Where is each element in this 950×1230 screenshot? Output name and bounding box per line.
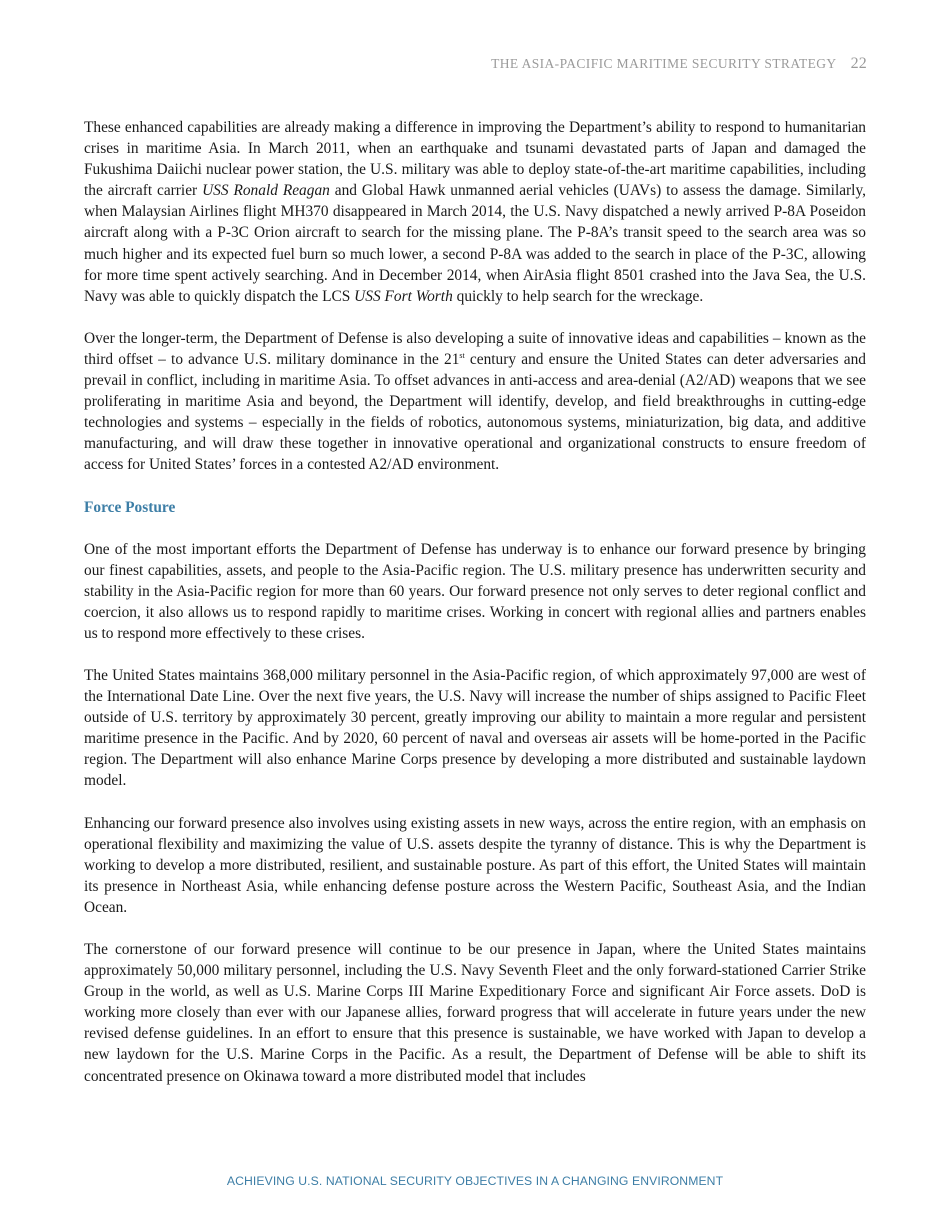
ship-name-ronald-reagan: USS Ronald Reagan: [202, 182, 330, 200]
paragraph-1-text-c: quickly to help search for the wreckage.: [452, 287, 704, 305]
ordinal-superscript: st: [459, 350, 465, 360]
running-footer: ACHIEVING U.S. NATIONAL SECURITY OBJECTIVES IN A CHANGING ENVIRONMENT: [226, 1174, 724, 1188]
paragraph-6: The cornerstone of our forward presence will continue to be our presence in Japan, where the United States maintains approximately 50,000 military personnel, including the U.S. Navy Seventh Fleet and the only forward-stationed Carrier Strike Group in the world, as well as U.S. Marine Corps III Marine Expeditionary Force and significant Air Force assets. DoD is working more closely than ever with our Japanese allies, forward progress that will accelerate in future years under the new revised defense guidelines. In an effort to ensure that this presence is sustainable, we have worked with Japan to develop a new laydown for the U.S. Marine Corps in the Pacific. As a result, the Department of Defense will be able to shift its concentrated presence on Okinawa toward a more distributed model that includes: [84, 941, 866, 1085]
header-title: THE ASIA-PACIFIC MARITIME SECURITY STRATEGY: [491, 56, 837, 71]
paragraph-4: The United States maintains 368,000 military personnel in the Asia-Pacific region, of which approximately 97,000 are west of the International Date Line. Over the next five years, the U.S. Navy will increase the number of ships assigned to Pacific Fleet outside of U.S. territory by approximately 30 percent, greatly improving our ability to maintain a more regular and persistent maritime presence in the Pacific. And by 2020, 60 percent of naval and overseas air assets will be home-ported in the Pacific region. The Department will also enhance Marine Corps presence by developing a more distributed and sustainable laydown model.: [84, 666, 866, 790]
running-header: [491, 55, 867, 73]
section-heading-force-posture: Force Posture: [84, 498, 176, 516]
paragraph-5: Enhancing our forward presence also involves using existing assets in new ways, across the entire region, with an emphasis on operational flexibility and maximizing the value of U.S. assets despite the tyranny of distance. This is why the Department is working to develop a more distributed, resilient, and sustainable posture. As part of this effort, the United States will maintain its presence in Northeast Asia, while enhancing defense posture across the Western Pacific, Southeast Asia, and the Indian Ocean.: [84, 814, 866, 916]
body-text: [84, 117, 866, 1108]
paragraph-1-text-b: and Global Hawk unmanned aerial vehicles (UAVs) to assess the damage. Similarly, when Malaysian Airlines flight MH370 disappeared in March 2014, the U.S. Navy dispatched a newly arrived P-8A Poseidon aircraft along with a P-3C Orion aircraft to search for the missing plane. The P-8A’s transit speed to the search area was so much higher and its expected fuel burn so much lower, a second P-8A was added to the search in place of the P-3C, allowing for more time spent actively searching. And in December 2014, when AirAsia flight 8501 crashed into the Java Sea, the U.S. Navy was able to quickly dispatch the LCS: [84, 182, 866, 305]
paragraph-2-text-a: Over the longer-term, the Department of Defense is also developing a suite of innovative ideas and capabilities – known as the third offset – to advance U.S. military dominance in the 21: [84, 329, 866, 368]
paragraph-2: [84, 328, 866, 476]
paragraph-2-text-b: century and ensure the United States can deter adversaries and prevail in conflict, including in maritime Asia. To offset advances in anti-access and area-denial (A2/AD) weapons that we see proliferating in maritime Asia and beyond, the Department will identify, develop, and field breakthroughs in cutting-edge technologies and systems – especially in the fields of robotics, autonomous systems, miniaturization, big data, and additive manufacturing, and will draw these together in innovative operational and organizational constructs to ensure freedom of access for United States’ forces in a contested A2/AD environment.: [84, 350, 867, 474]
ship-name-fort-worth: USS Fort Worth: [354, 287, 453, 305]
paragraph-1-text-a: These enhanced capabilities are already making a difference in improving the Department’s ability to respond to humanitarian crises in maritime Asia. In March 2011, when an earthquake and tsunami devastated parts of Japan and damaged the Fukushima Daiichi nuclear power station, the U.S. military was able to deploy state-of-the-art maritime capabilities, including the aircraft carrier: [84, 119, 866, 200]
paragraph-3: One of the most important efforts the Department of Defense has underway is to enhance our forward presence by bringing our finest capabilities, assets, and people to the Asia-Pacific region. The U.S. military presence has underwritten security and stability in the Asia-Pacific region for more than 60 years. Our forward presence not only serves to deter regional conflict and coercion, it also allows us to respond rapidly to maritime crises. Working in concert with regional allies and partners enables us to respond more effectively to these crises.: [84, 540, 866, 642]
paragraph-1: [84, 117, 866, 307]
page-number: 22: [850, 55, 867, 72]
